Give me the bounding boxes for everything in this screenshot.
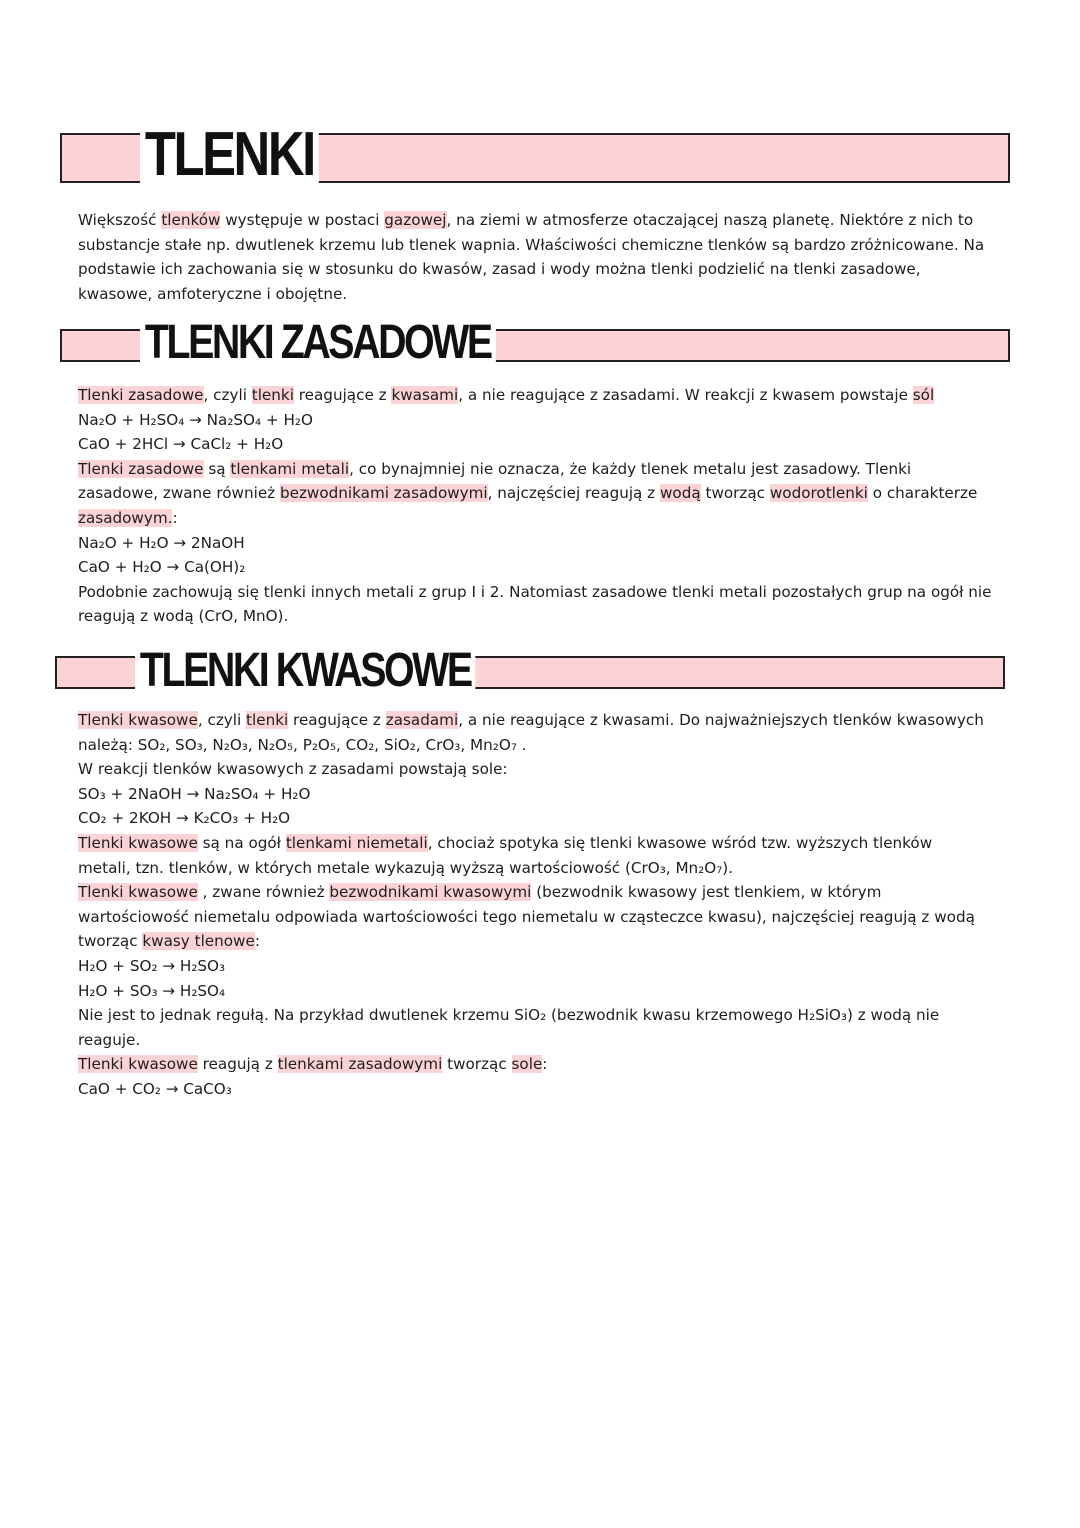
text-segment: CaO + CO₂ → CaCO₃ [78, 1079, 232, 1098]
text-segment: , na ziemi w atmosferze otaczającej naszą planetę. Niektóre z nich to [446, 211, 974, 229]
text-line [78, 929, 1008, 954]
highlighted-term: sól [912, 386, 935, 404]
text-line [78, 806, 1008, 831]
text-segment: , najczęściej reagują z [487, 484, 660, 503]
text-line [78, 506, 1008, 531]
text-line [78, 604, 1008, 629]
highlighted-term: tlenków [161, 211, 221, 229]
text-segment: wartościowość niemetalu odpowiada wartościowości tego niemetalu w cząsteczce kwasu), najczęściej reagują z wodą [78, 907, 975, 926]
text-segment: metali, tzn. tlenków, w których metale wykazują wyższą wartościowość (CrO₃, Mn₂O₇). [78, 858, 734, 877]
highlighted-term: Tlenki zasadowe [78, 459, 204, 478]
highlighted-term: zasadowym. [78, 508, 173, 527]
text-segment: (bezwodnik kwasowy jest tlenkiem, w którym [531, 883, 882, 902]
text-line [78, 481, 1008, 506]
text-segment: , a nie reagujące z kwasami. Do najważniejszych tlenków kwasowych [458, 711, 984, 729]
text-segment: H₂O + SO₃ → H₂SO₄ [78, 981, 226, 1000]
text-segment: W reakcji tlenków kwasowych z zasadami powstają sole: [78, 760, 508, 779]
text-line [78, 457, 1008, 482]
text-line [78, 880, 1008, 905]
text-segment: reagują z [197, 1055, 278, 1074]
section-body-tlenki [78, 208, 1008, 306]
text-line [78, 905, 1008, 930]
text-segment: Na₂O + H₂SO₄ → Na₂SO₄ + H₂O [78, 410, 313, 429]
section-title: TLENKI ZASADOWE [140, 315, 496, 371]
highlighted-term: tlenkami niemetali [285, 833, 428, 852]
text-segment: kwasowe, amfoteryczne i obojętne. [78, 284, 348, 303]
text-segment: reaguje. [78, 1030, 141, 1049]
text-line [78, 257, 1008, 282]
text-segment: reagujące z [288, 711, 386, 729]
text-segment: Podobnie zachowują się tlenki innych metali z grup I i 2. Natomiast zasadowe tlenki metali pozostałych grup na ogół nie [78, 582, 992, 601]
section-body-tlenki-kwasowe [78, 708, 1008, 1102]
text-segment: tworząc [700, 484, 770, 503]
text-line [78, 1028, 1008, 1053]
highlighted-term: tlenkami zasadowymi [277, 1055, 443, 1074]
section-header-tlenki-zasadowe [60, 316, 1010, 369]
text-segment: Większość [78, 211, 162, 229]
text-line [78, 782, 1008, 807]
text-segment: , czyli [203, 386, 252, 404]
text-segment: CaO + H₂O → Ca(OH)₂ [78, 558, 246, 577]
text-line [78, 1003, 1008, 1028]
text-line [78, 233, 1008, 258]
text-line [78, 208, 1008, 233]
text-segment: tworząc [442, 1055, 512, 1074]
text-line [78, 979, 1008, 1004]
highlighted-term: Tlenki kwasowe [78, 883, 198, 902]
text-segment: należą: SO₂, SO₃, N₂O₃, N₂O₅, P₂O₅, CO₂, SiO₂, CrO₃, Mn₂O₇ . [78, 735, 527, 754]
text-line [78, 555, 1008, 580]
text-line [78, 1077, 1008, 1102]
text-segment: , czyli [197, 711, 247, 729]
text-segment: podstawie ich zachowania się w stosunku do kwasów, zasad i wody można tlenki podzielić na tlenki zasadowe, [78, 260, 921, 279]
text-segment: : [254, 932, 260, 951]
text-segment: , co bynajmniej nie oznacza, że każdy tlenek metalu jest zasadowy. Tlenki [349, 459, 912, 478]
text-segment: Nie jest to jednak regułą. Na przykład dwutlenek krzemu SiO₂ (bezwodnik kwasu krzemowego H₂SiO₃) z wodą nie [78, 1006, 940, 1025]
text-segment: występuje w postaci [220, 211, 385, 229]
section-body-tlenki-zasadowe [78, 383, 1008, 629]
text-segment: CaO + 2HCl → CaCl₂ + H₂O [78, 435, 284, 454]
text-line [78, 954, 1008, 979]
highlighted-term: Tlenki kwasowe [78, 1055, 198, 1074]
text-segment: zasadowe, zwane również [78, 484, 280, 503]
highlighted-term: zasadami [385, 711, 459, 729]
highlighted-term: tlenki [251, 386, 294, 404]
text-line [78, 580, 1008, 605]
highlighted-term: tlenkami metali [230, 459, 350, 478]
text-segment: , a nie reagujące z zasadami. W reakcji z kwasem powstaje [458, 386, 913, 404]
highlighted-term: gazowej [384, 211, 447, 229]
text-line [78, 708, 1008, 733]
text-segment: reagujące z [293, 386, 392, 404]
text-line [78, 757, 1008, 782]
text-segment: , chociaż spotyka się tlenki kwasowe wśród tzw. wyższych tlenków [427, 833, 933, 852]
text-line [78, 733, 1008, 758]
text-segment: są na ogół [197, 833, 286, 852]
text-segment: : [172, 508, 178, 527]
section-title: TLENKI [140, 119, 319, 191]
text-segment: substancje stałe np. dwutlenek krzemu lub tlenek wapnia. Właściwości chemiczne tlenków są bardzo zróżnicowane. Na [78, 235, 985, 254]
highlighted-term: sole [511, 1055, 543, 1074]
text-segment: tworząc [78, 932, 143, 951]
text-segment: , zwane również [197, 883, 330, 902]
text-segment: reagują z wodą (CrO, MnO). [78, 607, 289, 626]
highlighted-term: tlenki [246, 711, 289, 729]
text-segment: CO₂ + 2KOH → K₂CO₃ + H₂O [78, 809, 291, 828]
text-line [78, 856, 1008, 881]
section-header-tlenki [60, 120, 1010, 189]
text-segment: : [542, 1055, 548, 1074]
text-line [78, 383, 1008, 408]
highlighted-term: bezwodnikami zasadowymi [279, 484, 488, 503]
text-line [78, 831, 1008, 856]
text-segment: są [203, 459, 231, 478]
highlighted-term: Tlenki kwasowe [78, 833, 198, 852]
text-line [78, 408, 1008, 433]
section-header-tlenki-kwasowe [55, 644, 1005, 697]
text-segment: Na₂O + H₂O → 2NaOH [78, 533, 245, 552]
text-line [78, 282, 1008, 307]
highlighted-term: kwasy tlenowe [142, 932, 255, 951]
highlighted-term: Tlenki zasadowe [78, 386, 204, 404]
highlighted-term: wodą [659, 484, 701, 503]
text-line [78, 531, 1008, 556]
text-segment: SO₃ + 2NaOH → Na₂SO₄ + H₂O [78, 784, 311, 803]
text-segment: o charakterze [867, 484, 978, 503]
text-segment: H₂O + SO₂ → H₂SO₃ [78, 956, 226, 975]
highlighted-term: Tlenki kwasowe [78, 711, 198, 729]
section-title: TLENKI KWASOWE [135, 643, 476, 699]
text-line [78, 1052, 1008, 1077]
highlighted-term: kwasami [391, 386, 459, 404]
highlighted-term: wodorotlenki [769, 484, 868, 503]
text-line [78, 432, 1008, 457]
highlighted-term: bezwodnikami kwasowymi [329, 883, 532, 902]
